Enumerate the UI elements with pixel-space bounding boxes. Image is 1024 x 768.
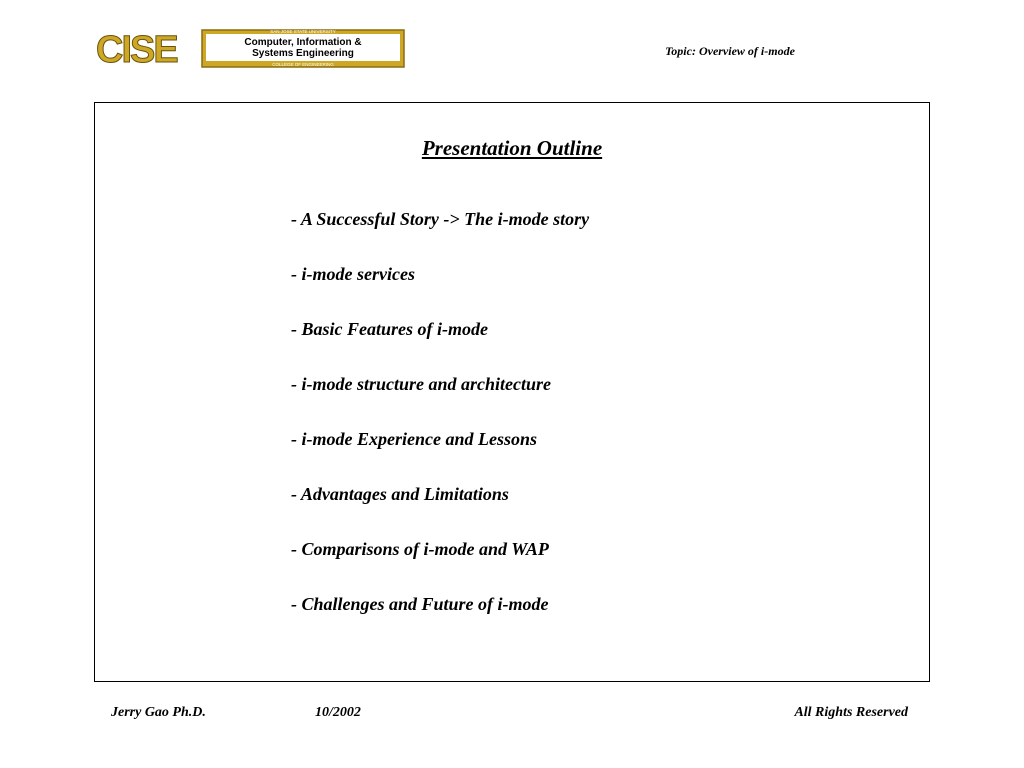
slide-title: Presentation Outline	[421, 136, 603, 160]
topic-label: Topic: Overview of i-mode	[665, 44, 795, 58]
outline-item: - A Successful Story -> The i-mode story	[291, 209, 590, 229]
outline-item: - Comparisons of i-mode and WAP	[291, 539, 549, 559]
logo-university: SAN JOSE STATE UNIVERSITY	[270, 29, 336, 34]
logo-letters: CISE	[96, 29, 177, 69]
outline-item: - Advantages and Limitations	[291, 484, 509, 504]
logo-college: COLLEGE OF ENGINEERING	[272, 62, 334, 67]
outline-list	[291, 205, 589, 645]
outline-item: - i-mode Experience and Lessons	[291, 429, 537, 449]
outline-item: - Basic Features of i-mode	[291, 319, 488, 339]
logo-line2: Systems Engineering	[252, 48, 354, 59]
logo-line1: Computer, Information &	[244, 37, 362, 48]
outline-item: - Challenges and Future of i-mode	[291, 594, 549, 614]
outline-item: - i-mode structure and architecture	[291, 374, 551, 394]
footer-date: 10/2002	[315, 705, 361, 720]
outline-item: - i-mode services	[291, 264, 415, 284]
footer-author: Jerry Gao Ph.D.	[111, 705, 206, 720]
cise-logo	[94, 27, 406, 69]
footer-rights: All Rights Reserved	[794, 705, 908, 720]
